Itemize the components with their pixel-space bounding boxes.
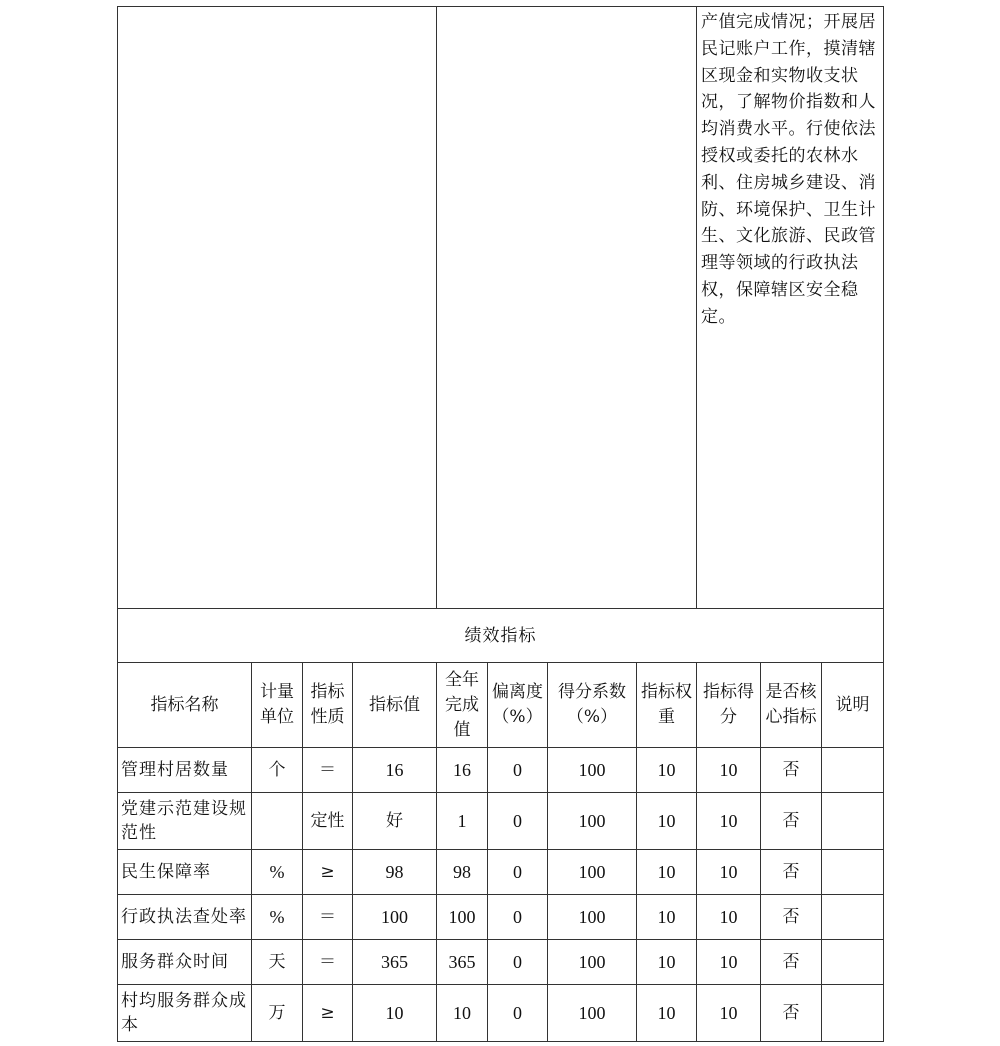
cell-actual: 1: [437, 793, 488, 850]
cell-coef: 100: [548, 793, 637, 850]
cell-deviation: 0: [488, 985, 548, 1042]
cell-core: 否: [761, 940, 822, 985]
cell-weight: 10: [637, 793, 697, 850]
cell-value: 10: [353, 985, 437, 1042]
performance-table: [117, 6, 884, 1042]
cell-weight: 10: [637, 895, 697, 940]
cell-score: 10: [697, 895, 761, 940]
cell-note: [822, 985, 884, 1042]
cell-unit: 个: [252, 748, 303, 793]
cell-nature: ＝: [303, 748, 353, 793]
performance-report-sheet: [117, 6, 883, 1042]
cell-unit: [252, 793, 303, 850]
cell-nature: ＝: [303, 895, 353, 940]
cell-score: 10: [697, 748, 761, 793]
cell-value: 365: [353, 940, 437, 985]
header-name: 指标名称: [118, 663, 252, 748]
cell-actual: 100: [437, 895, 488, 940]
cell-deviation: 0: [488, 748, 548, 793]
empty-cell-middle: [437, 7, 697, 609]
description-row: [118, 7, 884, 609]
cell-deviation: 0: [488, 850, 548, 895]
description-cell: [697, 7, 884, 609]
section-title: 绩效指标: [118, 609, 884, 663]
cell-core: 否: [761, 985, 822, 1042]
cell-unit: 万: [252, 985, 303, 1042]
cell-core: 否: [761, 850, 822, 895]
cell-name: 村均服务群众成本: [118, 985, 252, 1042]
cell-unit: %: [252, 895, 303, 940]
header-nature: 指标性质: [303, 663, 353, 748]
cell-coef: 100: [548, 895, 637, 940]
cell-value: 100: [353, 895, 437, 940]
cell-coef: 100: [548, 748, 637, 793]
cell-nature: 定性: [303, 793, 353, 850]
header-actual: 全年完成值: [437, 663, 488, 748]
cell-unit: 天: [252, 940, 303, 985]
cell-deviation: 0: [488, 793, 548, 850]
cell-nature: ≥: [303, 985, 353, 1042]
header-core: 是否核心指标: [761, 663, 822, 748]
cell-note: [822, 940, 884, 985]
cell-nature: ≥: [303, 850, 353, 895]
table-row: [118, 985, 884, 1042]
cell-name: 管理村居数量: [118, 748, 252, 793]
header-coef: 得分系数（%）: [548, 663, 637, 748]
cell-weight: 10: [637, 985, 697, 1042]
cell-coef: 100: [548, 985, 637, 1042]
section-title-row: [118, 609, 884, 663]
cell-name: 服务群众时间: [118, 940, 252, 985]
cell-nature: ＝: [303, 940, 353, 985]
table-row: [118, 850, 884, 895]
cell-coef: 100: [548, 940, 637, 985]
header-note: 说明: [822, 663, 884, 748]
cell-value: 98: [353, 850, 437, 895]
header-score: 指标得分: [697, 663, 761, 748]
cell-score: 10: [697, 793, 761, 850]
cell-value: 16: [353, 748, 437, 793]
cell-actual: 10: [437, 985, 488, 1042]
cell-deviation: 0: [488, 895, 548, 940]
cell-core: 否: [761, 793, 822, 850]
table-row: [118, 793, 884, 850]
table-row: [118, 748, 884, 793]
cell-actual: 98: [437, 850, 488, 895]
cell-name: 行政执法查处率: [118, 895, 252, 940]
cell-core: 否: [761, 748, 822, 793]
cell-note: [822, 793, 884, 850]
table-row: [118, 895, 884, 940]
cell-score: 10: [697, 850, 761, 895]
cell-deviation: 0: [488, 940, 548, 985]
description-text: 产值完成情况；开展居民记账户工作，摸清辖区现金和实物收支状况，了解物价指数和人均消费水平。行使依法授权或委托的农林水利、住房城乡建设、消防、环境保护、卫生计生、文化旅游、民政管理等领域的行政执法权，保障辖区安全稳定。: [701, 12, 876, 327]
table-row: [118, 940, 884, 985]
cell-unit: %: [252, 850, 303, 895]
cell-note: [822, 748, 884, 793]
header-value: 指标值: [353, 663, 437, 748]
cell-weight: 10: [637, 748, 697, 793]
cell-name: 党建示范建设规范性: [118, 793, 252, 850]
header-deviation: 偏离度（%）: [488, 663, 548, 748]
cell-score: 10: [697, 940, 761, 985]
cell-weight: 10: [637, 850, 697, 895]
header-unit: 计量单位: [252, 663, 303, 748]
cell-score: 10: [697, 985, 761, 1042]
cell-actual: 365: [437, 940, 488, 985]
cell-value: 好: [353, 793, 437, 850]
header-weight: 指标权重: [637, 663, 697, 748]
cell-name: 民生保障率: [118, 850, 252, 895]
cell-actual: 16: [437, 748, 488, 793]
cell-note: [822, 850, 884, 895]
cell-coef: 100: [548, 850, 637, 895]
header-row: [118, 663, 884, 748]
cell-core: 否: [761, 895, 822, 940]
empty-cell-left: [118, 7, 437, 609]
cell-note: [822, 895, 884, 940]
cell-weight: 10: [637, 940, 697, 985]
